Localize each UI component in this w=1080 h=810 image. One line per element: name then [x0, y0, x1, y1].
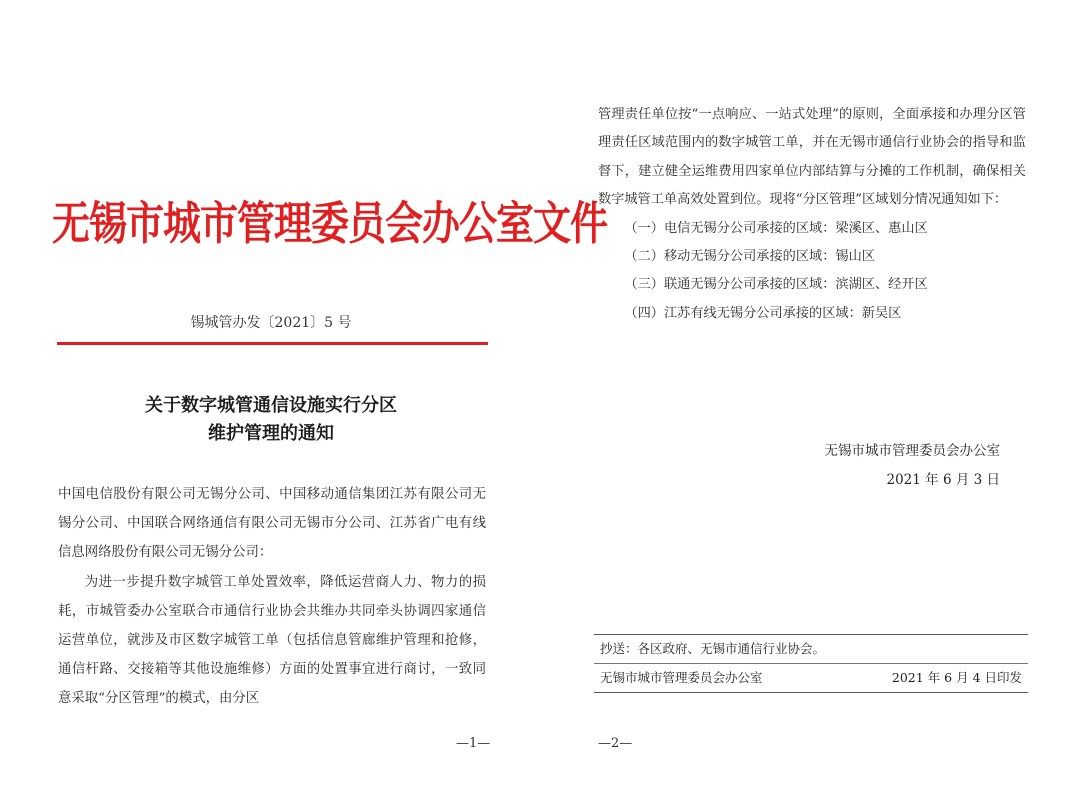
continuation-paragraph: 管理责任单位按“一点响应、一站式处理”的原则，全面承接和办理分区管理责任区域范围内的数字城管工单，并在无锡市通信行业协会的指导和监督下，建立健全运维费用四家单位内部结算与分摊的工作机制，确保相关数字城管工单高效处置到位。现将“分区管理”区域划分情况通知如下： — [598, 107, 1026, 208]
right-page — [540, 0, 1080, 810]
region-item-1: （一）电信无锡分公司承接的区域：梁溪区、惠山区 — [624, 220, 928, 236]
title-line-1: 关于数字城管通信设施实行分区 — [145, 395, 397, 416]
issuer-name: 无锡市城市管理委员会办公室 — [824, 443, 1000, 459]
red-divider — [57, 342, 488, 345]
document-number: 锡城管办发〔2021〕5 号 — [190, 315, 352, 331]
region-item-2: （二）移动无锡分公司承接的区域：锡山区 — [624, 249, 875, 265]
region-item-3: （三）联通无锡分公司承接的区域：滨湖区、经开区 — [624, 277, 928, 293]
title-line-2: 维护管理的通知 — [208, 423, 334, 444]
page-number-1: —1— — [456, 736, 491, 751]
print-office: 无锡市城市管理委员会办公室 — [600, 670, 763, 685]
cc-line: 抄送：各区政府、无锡市通信行业协会。 — [594, 635, 1028, 664]
page-number-2: —2— — [598, 736, 633, 751]
print-date: 2021 年 6 月 4 日印发 — [891, 670, 1022, 685]
distribution-block — [594, 634, 1028, 693]
issuer-signature — [740, 437, 1000, 495]
notice-title — [54, 392, 488, 448]
addressee-paragraph: 中国电信股份有限公司无锡分公司、中国移动通信集团江苏有限公司无锡分公司、中国联合网络通信有限公司无锡市分公司、江苏省广电有线信息网络股份有限公司无锡分公司： — [58, 487, 486, 561]
left-body — [58, 480, 486, 714]
issue-date: 2021 年 6 月 3 日 — [886, 472, 1000, 488]
region-item-4: （四）江苏有线无锡分公司承接的区域：新吴区 — [624, 305, 902, 321]
document-header: 无锡市城市管理委员会办公室文件 — [52, 196, 608, 250]
body-paragraph-1: 为进一步提升数字城管工单处置效率，降低运营商人力、物力的损耗，市城管委办公室联合市通信行业协会共维办共同牵头协调四家通信运营单位，就涉及市区数字城管工单（包括信息管廊维护管理和抢修，通信杆路、交接箱等其他设施维修）方面的处置事宜进行商讨，一致同意采取“分区管理”的模式，由分区 — [58, 574, 486, 707]
right-body — [598, 101, 1026, 328]
print-line — [594, 664, 1028, 692]
